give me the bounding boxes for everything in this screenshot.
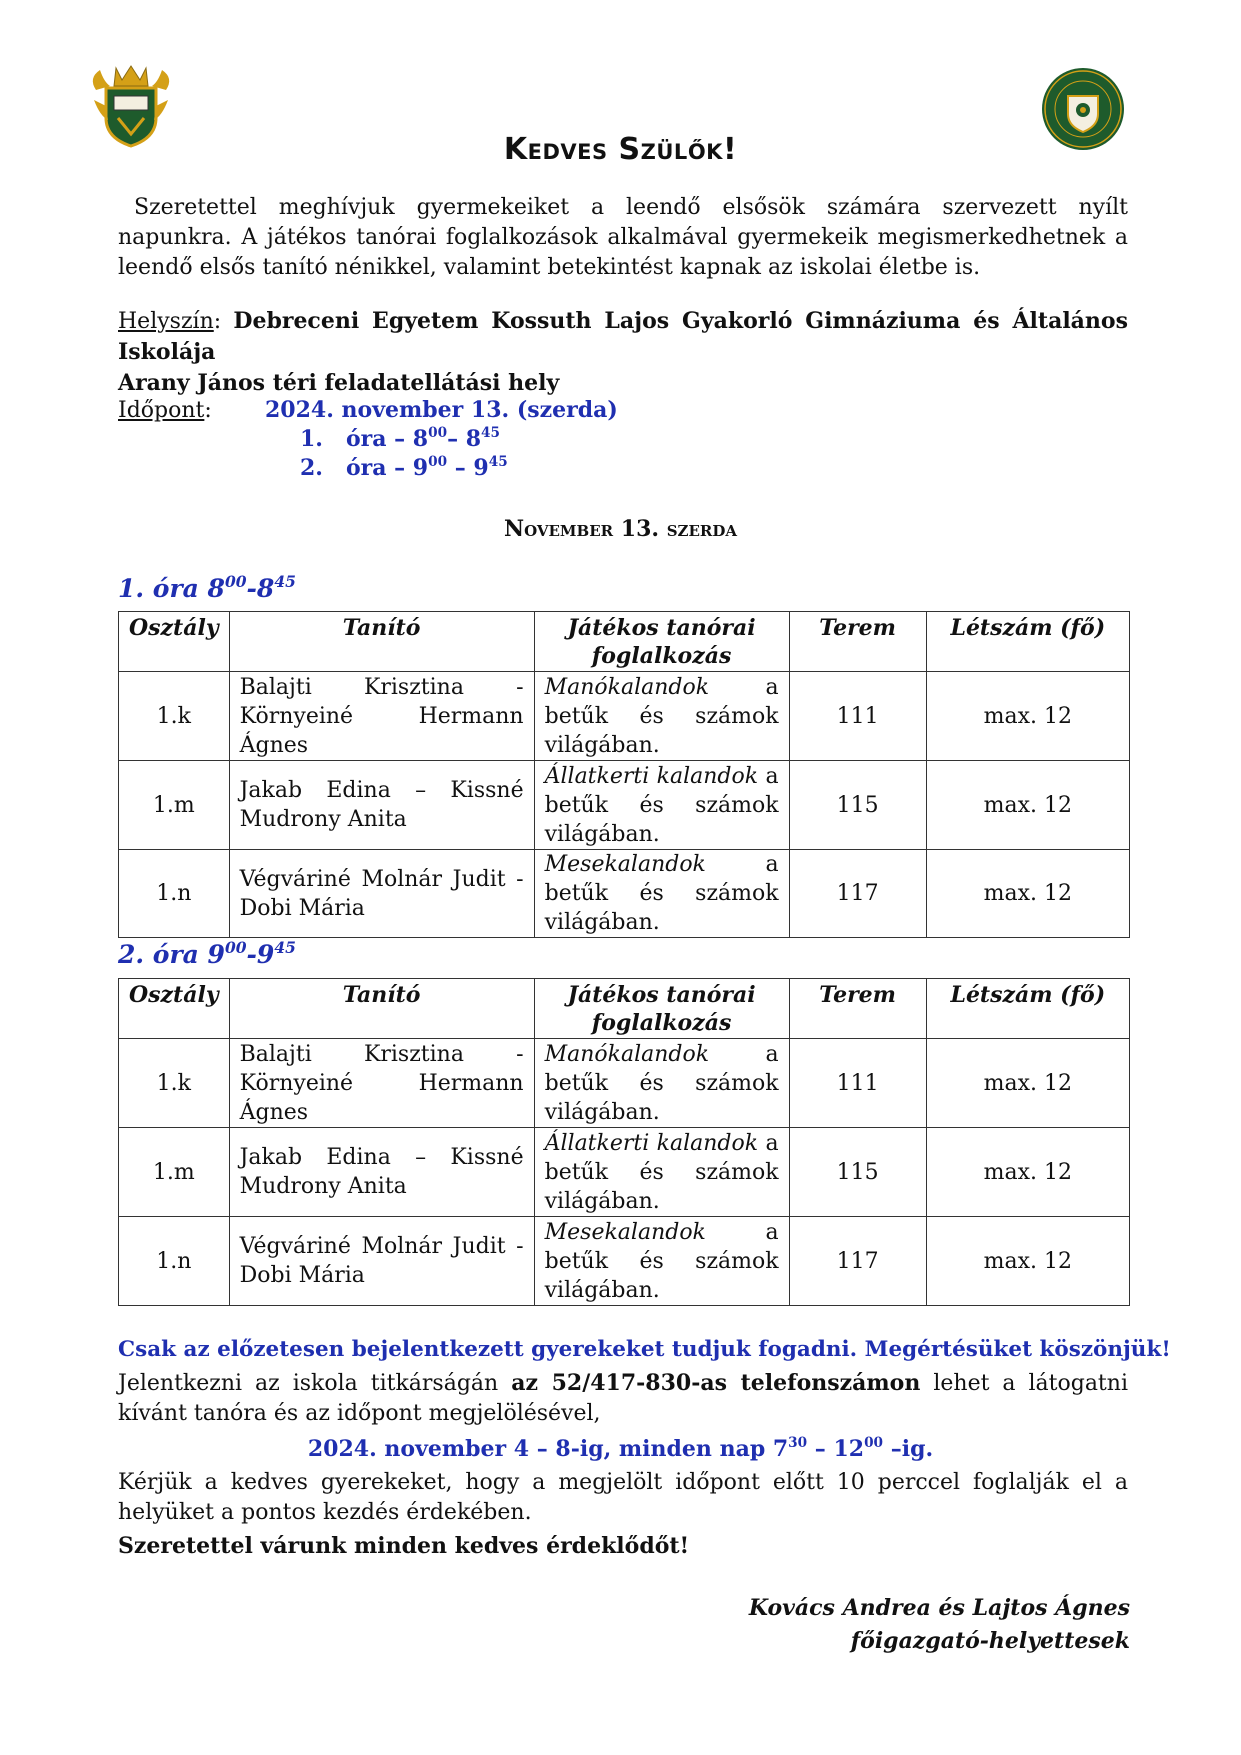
intro-paragraph: Szeretettel meghívjuk gyermekeiket a leendő elsősök számára szervezett nyílt napunkra. A játékos tanórai foglalkozások alkalmával gyermekeik megismerkedhetnek a leendő elsős tanító nénikkel, valamint betekintést kapnak az iskolai életbe is.	[118, 195, 1128, 280]
time-label: Időpont	[118, 398, 205, 423]
time-slot-1: 1. óra – $8^{00}-$ $8^{45}$	[300, 424, 501, 452]
schedule-table-1	[118, 611, 1130, 938]
register-text: Jelentkezni az iskola titkárságán az 52/417-830-as telefonszámon lehet a látogatni kívánt tanóra és az időpont megjelölésével,	[118, 1370, 1128, 1426]
table-row: 1.k Balajti Krisztina - Környeiné Hermann Ágnes Manókalandok a betűk és számok világában. 111 max. 12	[119, 1039, 1130, 1128]
col-header-teacher: Tanító	[229, 612, 534, 672]
time-slot-2: 2. óra – $9^{00} - 9^{45}$	[300, 453, 508, 481]
col-header-activity: Játékos tanórai foglalkozás	[534, 612, 789, 672]
signature-names: Kovács Andrea és Lajtos Ágnes	[748, 1595, 1130, 1621]
table-row: 1.m Jakab Edina – Kissné Mudrony Anita Állatkerti kalandok a betűk és számok világában. 115 max. 12	[119, 1128, 1130, 1217]
table-row: 1.k Balajti Krisztina - Környeiné Hermann Ágnes Manókalandok a betűk és számok világában. 111 max. 12	[119, 672, 1130, 761]
notice-text: Csak az előzetesen bejelentkezett gyerekeket tudjuk fogadni. Megértésüket köszönjük!	[118, 1337, 1171, 1362]
location-block: Helyszín: Debreceni Egyetem Kossuth Lajos Gyakorló Gimnáziuma és Általános Iskolája Arany János téri feladatellátási hely	[118, 308, 1128, 396]
closing-text: Szeretettel várunk minden kedves érdeklődőt!	[118, 1533, 690, 1559]
page-title: Kedves Szülők!	[503, 132, 738, 167]
location-label: Helyszín	[118, 309, 214, 334]
time-date: 2024. november 13. (szerda)	[265, 397, 618, 423]
section-title: November 13. szerda	[503, 516, 738, 542]
signature-role: főigazgató-helyettesek	[850, 1628, 1130, 1654]
table1-heading: 1. óra $8^{00}-8^{45}$	[118, 571, 296, 603]
table-header-row: Osztály Tanító Játékos tanórai foglalkozás Terem Létszám (fő)	[119, 979, 1130, 1039]
table-row: 1.n Végváriné Molnár Judit - Dobi Mária Mesekalandok a betűk és számok világában. 117 max. 12	[119, 1217, 1130, 1306]
table-row: 1.m Jakab Edina – Kissné Mudrony Anita Állatkerti kalandok a betűk és számok világában. 115 max. 12	[119, 761, 1130, 850]
location-line2: Arany János téri feladatellátási hely	[118, 370, 560, 396]
table-row: 1.n Végváriné Molnár Judit - Dobi Mária Mesekalandok a betűk és számok világában. 117 max. 12	[119, 850, 1130, 938]
table-header-row	[119, 612, 1130, 672]
location-line1: Debreceni Egyetem Kossuth Lajos Gyakorló Gimnáziuma és Általános Iskolája	[118, 308, 1128, 365]
request-text: Kérjük a kedves gyerekeket, hogy a megjelölt időpont előtt 10 perccel foglalják el a helyüket a pontos kezdés érdekében.	[118, 1470, 1128, 1525]
col-header-class: Osztály	[119, 612, 230, 672]
table2-heading: 2. óra $9^{00}-9^{45}$	[118, 937, 296, 969]
col-header-count: Létszám (fő)	[926, 612, 1129, 672]
time-block: Időpont:	[118, 398, 212, 423]
signature-block	[700, 1592, 1130, 1658]
col-header-room: Terem	[789, 612, 926, 672]
schedule-table-2	[118, 978, 1130, 1306]
deadline-text: 2024. november 4 – 8-ig, minden nap $7^{30} - 12^{00}$ –ig.	[307, 1434, 934, 1462]
